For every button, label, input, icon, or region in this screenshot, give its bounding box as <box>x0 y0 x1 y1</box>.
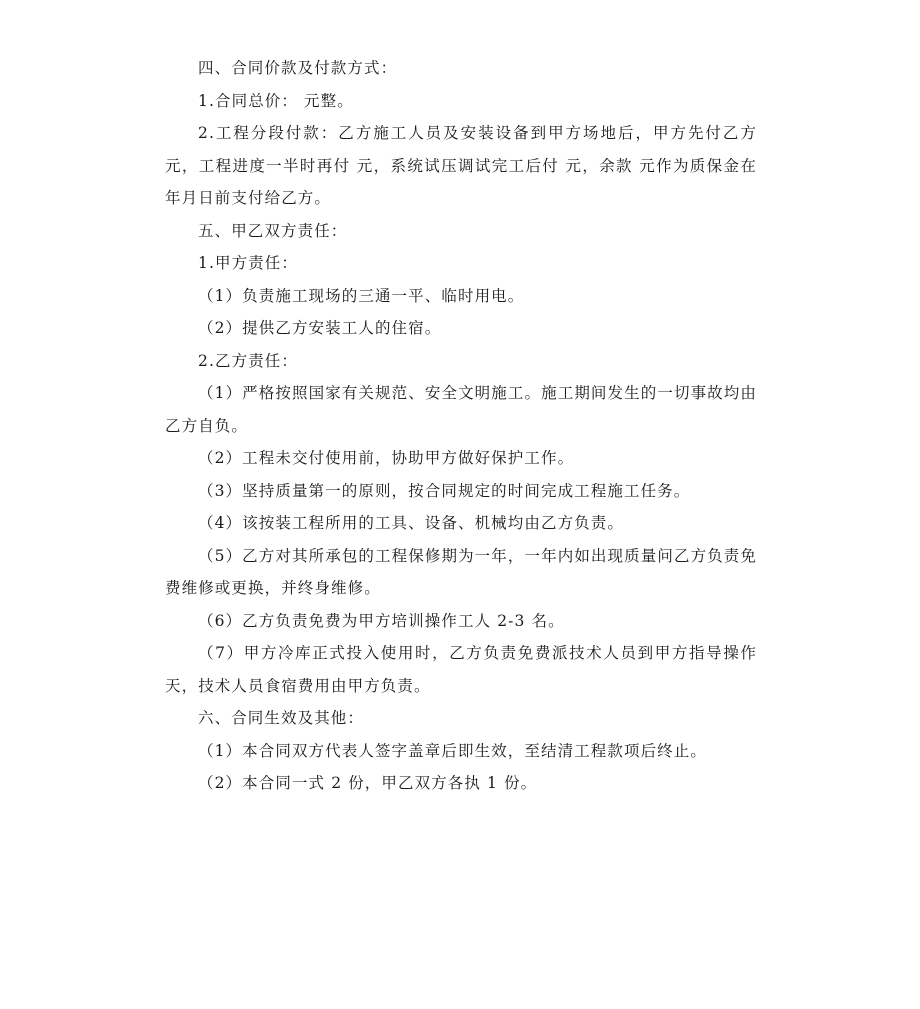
party-b-item-5: （5）乙方对其所承包的工程保修期为一年，一年内如出现质量问乙方负责免费维修或更换，并终身维修。 <box>165 546 757 597</box>
section-heading-effectiveness: 六、合同生效及其他： <box>198 709 365 727</box>
section-heading-payment: 四、合同价款及付款方式： <box>198 59 398 77</box>
party-b-item-4: （4）该按装工程所用的工具、设备、机械均由乙方负责。 <box>198 514 624 532</box>
party-a-item-2: （2）提供乙方安装工人的住宿。 <box>198 319 442 337</box>
effectiveness-item-1: （1）本合同双方代表人签字盖章后即生效，至结清工程款项后终止。 <box>198 741 707 760</box>
party-a-item-1: （1）负责施工现场的三通一平、临时用电。 <box>198 286 525 305</box>
clause-total-price: 1.合同总价： 元整。 <box>198 91 354 110</box>
contract-body <box>165 52 757 800</box>
party-b-item-1: （1）严格按照国家有关规范、安全文明施工。施工期间发生的一切事故均由乙方自负。 <box>165 384 757 435</box>
effectiveness-item-2: （2）本合同一式 2 份，甲乙双方各执 1 份。 <box>198 774 538 792</box>
party-b-item-6: （6）乙方负责免费为甲方培训操作工人 2-3 名。 <box>198 611 565 630</box>
section-heading-responsibilities: 五、甲乙双方责任： <box>198 221 348 240</box>
party-b-item-2: （2）工程未交付使用前，协助甲方做好保护工作。 <box>198 449 575 467</box>
party-b-item-7: （7）甲方冷库正式投入使用时，乙方负责免费派技术人员到甲方指导操作 天，技术人员食宿费用由甲方负责。 <box>165 644 757 695</box>
subheading-party-a: 1.甲方责任： <box>198 254 298 272</box>
clause-installment-payment: 2.工程分段付款：乙方施工人员及安装设备到甲方场地后，甲方先付乙方元，工程进度一半时再付 元，系统试压调试完工后付 元，余款 元作为质保金在 年月日前支付给乙方。 <box>165 124 757 207</box>
party-b-item-3: （3）坚持质量第一的原则，按合同规定的时间完成工程施工任务。 <box>198 481 691 500</box>
subheading-party-b: 2.乙方责任： <box>198 351 298 370</box>
